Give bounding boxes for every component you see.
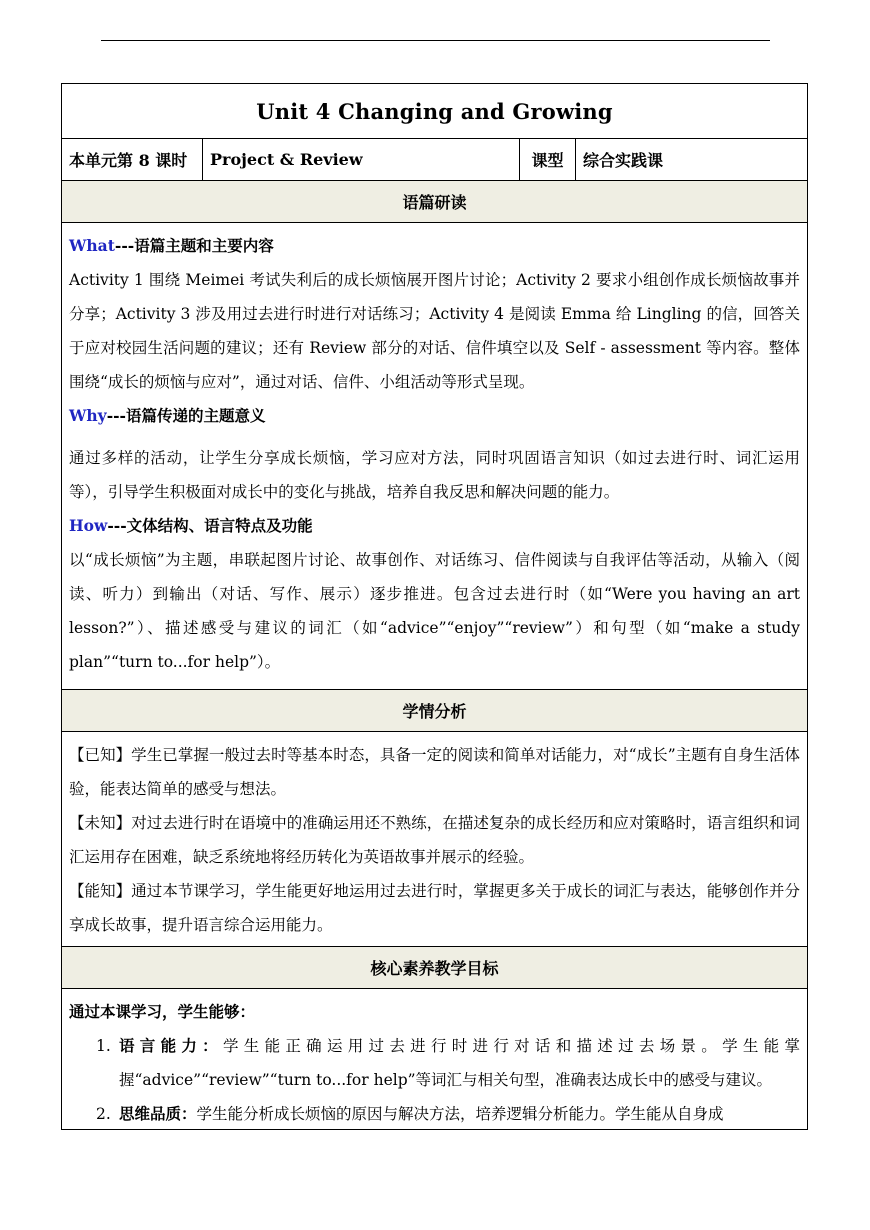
goal-number: 2. [96, 1105, 111, 1123]
what-title: ---语篇主题和主要内容 [114, 236, 274, 255]
analysis-content [62, 732, 807, 947]
goal-body: 学生能分析成长烦恼的原因与解决方法，培养逻辑分析能力。学生能从自身成 [196, 1105, 724, 1123]
section-heading-goals: 核心素养教学目标 [62, 947, 807, 989]
section-heading-text-study: 语篇研读 [62, 181, 807, 223]
analysis-able: 【能知】通过本节课学习，学生能更好地运用过去进行时，掌握更多关于成长的词汇与表达，能够创作并分享成长故事，提升语言综合运用能力。 [69, 882, 800, 934]
unit-title: Unit 4 Changing and Growing [62, 84, 807, 139]
how-body: 以“成长烦恼”为主题，串联起图片讨论、故事创作、对话练习、信件阅读与自我评估等活动，从输入（阅读、听力）到输出（对话、写作、展示）逐步推进。包含过去进行时（如“Were you having an art lesson?”）、描述感受与建议的词汇（如“advice”“enjoy”“review”）和句型（如“make a study plan”“turn to...for help”）。 [69, 551, 800, 671]
how-heading [69, 509, 800, 543]
goal-item [69, 1097, 800, 1131]
analysis-unknown: 【未知】对过去进行时在语境中的准确运用还不熟练，在描述复杂的成长经历和应对策略时，语言组织和词汇运用存在困难，缺乏系统地将经历转化为英语故事并展示的经验。 [69, 814, 800, 866]
goal-title: 语言能力： [119, 1036, 223, 1055]
goal-body: 学生能正确运用过去进行时进行对话和描述过去场景。学生能掌握“advice”“review”“turn to...for help”等词汇与相关句型，准确表达成长中的感受与建议。 [119, 1037, 800, 1089]
goal-number: 1. [96, 1037, 111, 1055]
lesson-meta-row [62, 139, 807, 181]
why-keyword: Why [69, 406, 107, 425]
header-rule [101, 40, 770, 41]
why-title: ---语篇传递的主题意义 [106, 406, 266, 425]
text-study-content [62, 223, 807, 690]
how-title: ---文体结构、语言特点及功能 [107, 516, 313, 535]
goals-content [62, 989, 807, 1129]
lesson-name: Project & Review [203, 139, 520, 180]
what-keyword: What [69, 236, 115, 255]
how-keyword: How [69, 516, 108, 535]
why-body: 通过多样的活动，让学生分享成长烦恼，学习应对方法，同时巩固语言知识（如过去进行时、词汇运用等），引导学生积极面对成长中的变化与挑战，培养自我反思和解决问题的能力。 [69, 449, 800, 501]
what-body: Activity 1 围绕 Meimei 考试失利后的成长烦恼展开图片讨论；Activity 2 要求小组创作成长烦恼故事并分享；Activity 3 涉及用过去进行时进行对话练习；Activity 4 是阅读 Emma 给 Lingling 的信，回答关于应对校园生活问题的建议；还有 Review 部分的对话、信件填空以及 Self - assessment 等内容。整体围绕“成长的烦恼与应对”，通过对话、信件、小组活动等形式呈现。 [69, 271, 800, 391]
why-heading [69, 399, 800, 433]
section-heading-analysis: 学情分析 [62, 690, 807, 732]
goal-item [69, 1029, 800, 1097]
goals-list [69, 1029, 800, 1131]
what-heading [69, 229, 800, 263]
lesson-plan-table [61, 83, 808, 1130]
goals-intro: 通过本课学习，学生能够： [69, 1002, 256, 1021]
analysis-known: 【已知】学生已掌握一般过去时等基本时态，具备一定的阅读和简单对话能力，对“成长”主题有自身生活体验，能表达简单的感受与想法。 [69, 746, 800, 798]
goal-title: 思维品质： [119, 1104, 197, 1123]
lesson-number: 本单元第 8 课时 [62, 139, 203, 180]
lesson-type-value: 综合实践课 [583, 151, 664, 170]
lesson-type-label: 课型 [520, 139, 576, 180]
